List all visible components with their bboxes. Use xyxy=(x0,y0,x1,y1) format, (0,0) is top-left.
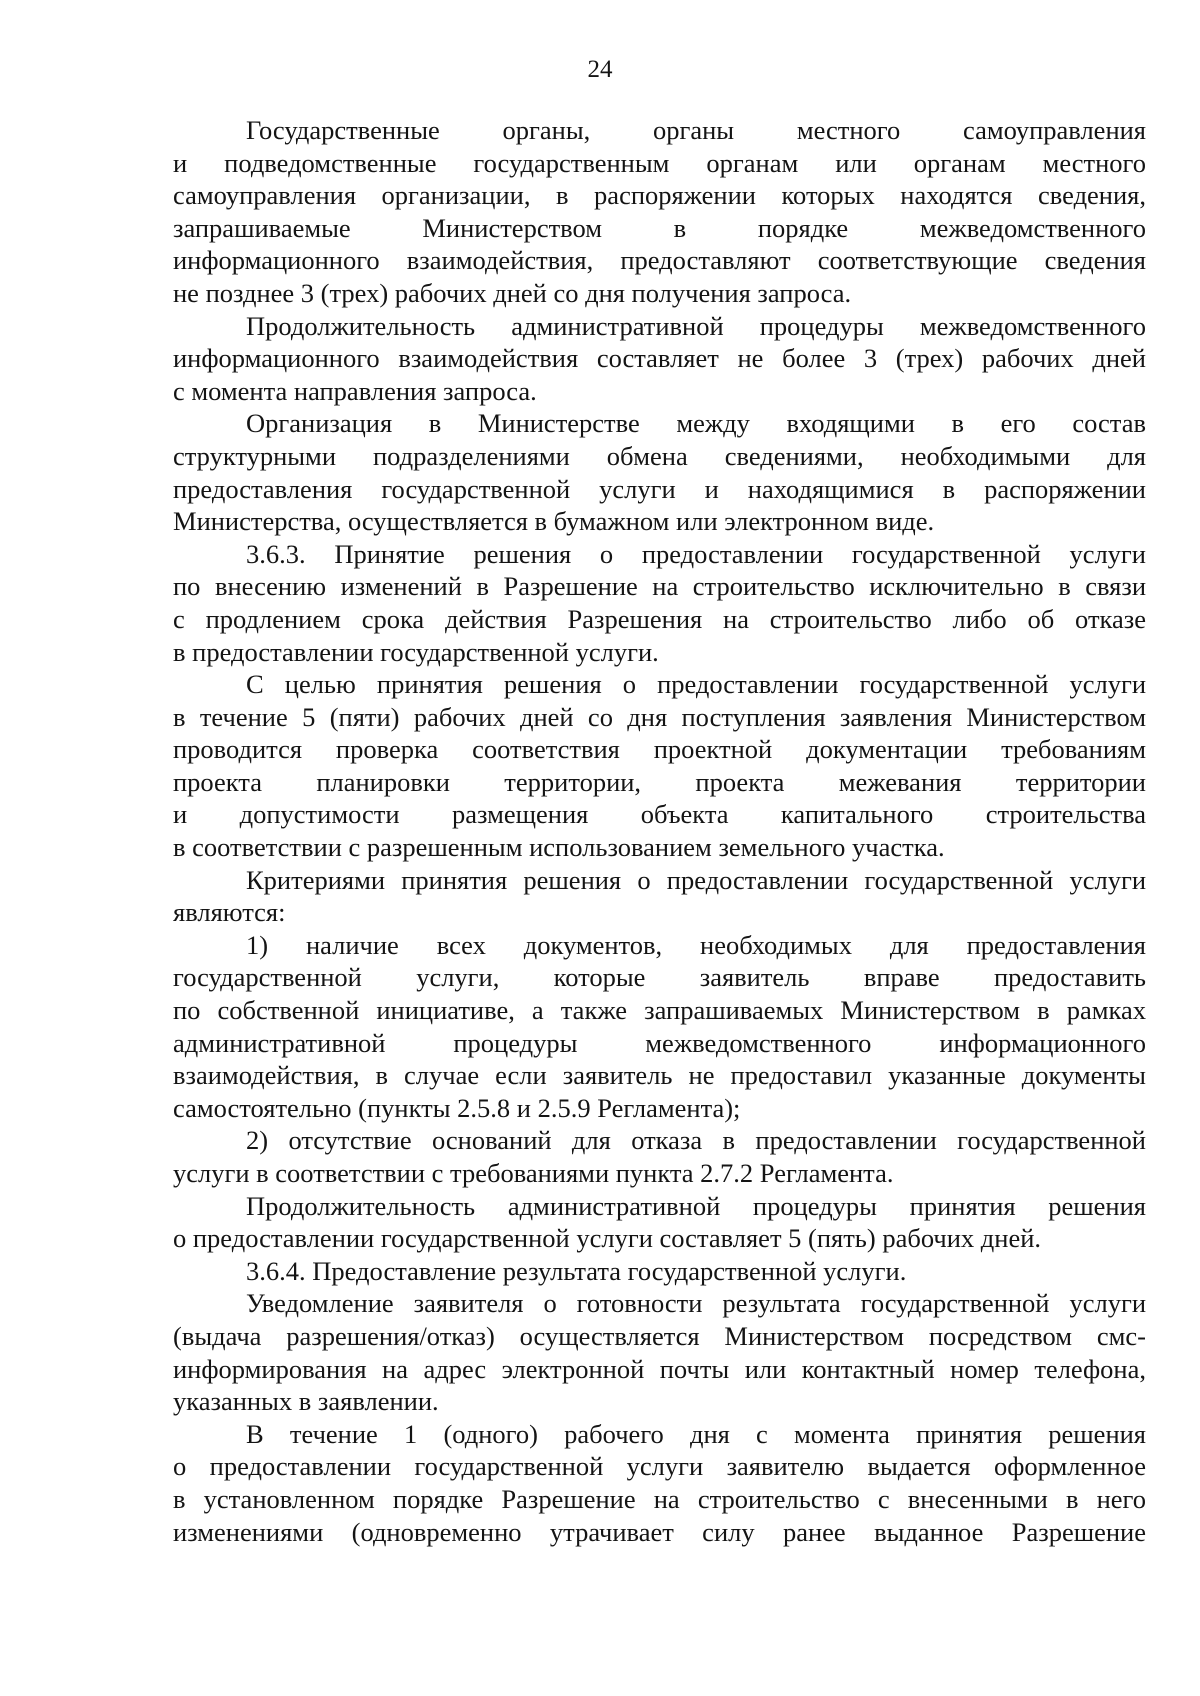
text-line: информационного взаимодействия, предоставляют соответствующие сведения xyxy=(173,245,1146,276)
text-line: в течение 5 (пяти) рабочих дней со дня поступления заявления Министерством xyxy=(173,701,1146,732)
text-line: самоуправления организации, в распоряжении которых находятся сведения, xyxy=(173,180,1146,211)
paragraph xyxy=(173,538,1146,668)
text-line: и допустимости размещения объекта капитального строительства xyxy=(173,799,1146,830)
text-line: предоставления государственной услуги и находящимися в распоряжении xyxy=(173,473,1146,504)
paragraph xyxy=(173,1287,1146,1417)
text-line: 3.6.3. Принятие решения о предоставлении государственной услуги xyxy=(246,538,1146,569)
text-line: Критериями принятия решения о предоставлении государственной услуги xyxy=(246,864,1146,895)
text-line: о предоставлении государственной услуги заявителю выдается оформленное xyxy=(173,1451,1146,1482)
text-line: 3.6.4. Предоставление результата государственной услуги. xyxy=(246,1255,907,1286)
text-line: о предоставлении государственной услуги составляет 5 (пять) рабочих дней. xyxy=(173,1223,1042,1254)
text-line: являются: xyxy=(173,897,286,928)
text-line: указанных в заявлении. xyxy=(173,1386,439,1417)
text-line: информационного взаимодействия составляет не более 3 (трех) рабочих дней xyxy=(173,343,1146,374)
text-line: взаимодействия, в случае если заявитель не предоставил указанные документы xyxy=(173,1060,1146,1091)
paragraph xyxy=(173,407,1146,537)
text-line: Уведомление заявителя о готовности результата государственной услуги xyxy=(246,1288,1146,1319)
text-line: проводится проверка соответствия проектной документации требованиям xyxy=(173,734,1146,765)
text-line: структурными подразделениями обмена сведениями, необходимыми для xyxy=(173,440,1146,471)
paragraph xyxy=(173,1190,1146,1255)
paragraph xyxy=(173,1124,1146,1189)
text-line: по внесению изменений в Разрешение на строительство исключительно в связи xyxy=(173,571,1146,602)
text-line: в предоставлении государственной услуги. xyxy=(173,636,659,667)
page-number: 24 xyxy=(587,56,613,83)
text-line: Продолжительность административной процедуры принятия решения xyxy=(246,1190,1146,1221)
paragraph xyxy=(173,1255,1146,1288)
document-body xyxy=(173,114,1146,1548)
text-line: проекта планировки территории, проекта межевания территории xyxy=(173,766,1146,797)
text-line: и подведомственные государственным органам или органам местного xyxy=(173,147,1146,178)
text-line: не позднее 3 (трех) рабочих дней со дня получения запроса. xyxy=(173,277,852,308)
text-line: государственной услуги, которые заявитель вправе предоставить xyxy=(173,962,1146,993)
text-line: (выдача разрешения/отказ) осуществляется Министерством посредством смс- xyxy=(173,1320,1146,1351)
text-line: самостоятельно (пункты 2.5.8 и 2.5.9 Регламента); xyxy=(173,1092,741,1123)
text-line: услуги в соответствии с требованиями пункта 2.7.2 Регламента. xyxy=(173,1158,894,1188)
paragraph xyxy=(173,668,1146,864)
text-line: Министерства, осуществляется в бумажном или электронном виде. xyxy=(173,506,935,537)
paragraph xyxy=(173,310,1146,408)
text-line: 1) наличие всех документов, необходимых для предоставления xyxy=(246,929,1146,960)
text-line: С целью принятия решения о предоставлении государственной услуги xyxy=(246,669,1146,700)
text-line: В течение 1 (одного) рабочего дня с момента принятия решения xyxy=(246,1418,1146,1449)
text-line: информирования на адрес электронной почты или контактный номер телефона, xyxy=(173,1353,1146,1384)
text-line: Государственные органы, органы местного самоуправления xyxy=(246,115,1146,145)
text-line: Продолжительность административной процедуры межведомственного xyxy=(246,310,1146,341)
text-line: изменениями (одновременно утрачивает силу ранее выданное Разрешение xyxy=(173,1516,1146,1547)
text-line: в установленном порядке Разрешение на строительство с внесенными в него xyxy=(173,1483,1146,1514)
text-line: с продлением срока действия Разрешения на строительство либо об отказе xyxy=(173,603,1146,634)
text-line: с момента направления запроса. xyxy=(173,375,537,406)
paragraph xyxy=(173,1418,1146,1548)
text-line: административной процедуры межведомственного информационного xyxy=(173,1027,1146,1058)
text-line: 2) отсутствие оснований для отказа в предоставлении государственной xyxy=(246,1125,1146,1156)
paragraph xyxy=(173,929,1146,1125)
text-line: запрашиваемые Министерством в порядке межведомственного xyxy=(173,212,1146,243)
text-line: Организация в Министерстве между входящими в его состав xyxy=(246,408,1146,439)
paragraph xyxy=(173,864,1146,929)
text-line: в соответствии с разрешенным использованием земельного участка. xyxy=(173,832,945,863)
text-line: по собственной инициативе, а также запрашиваемых Министерством в рамках xyxy=(173,995,1146,1026)
paragraph xyxy=(173,114,1146,310)
